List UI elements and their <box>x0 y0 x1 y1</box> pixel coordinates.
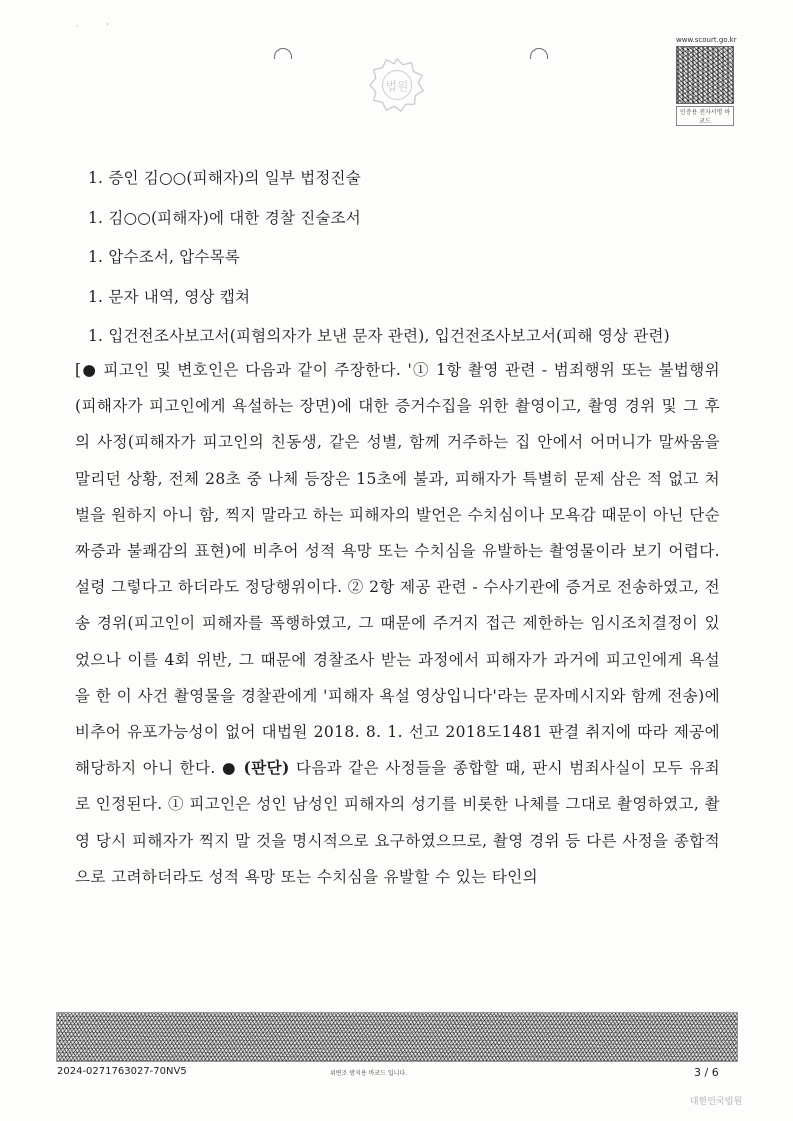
page-number: 3 / 6 <box>694 1066 719 1079</box>
document-id: 2024-0271763027-70NV5 <box>57 1066 187 1077</box>
qr-code <box>676 46 734 104</box>
qr-caption: 인증용 전자서명 바코드 <box>676 106 734 126</box>
verification-qr <box>676 36 737 126</box>
seal-text: 법원 <box>385 78 409 93</box>
punch-hole-right <box>530 48 548 59</box>
punch-hole-left <box>274 48 292 59</box>
scan-specks: · ' <box>76 22 109 31</box>
court-watermark: 대한민국법원 <box>690 1097 743 1107</box>
evidence-item: 1. 문자 내역, 영상 캡쳐 <box>88 288 251 306</box>
evidence-item: 1. 김○○(피해자)에 대한 경찰 진술조서 <box>88 209 361 227</box>
body-paragraph <box>75 352 720 895</box>
anti-forgery-barcode <box>56 1012 738 1062</box>
qr-url: www.scourt.go.kr <box>676 36 737 44</box>
court-seal-icon <box>368 56 426 114</box>
evidence-item: 1. 증인 김○○(피해자)의 일부 법정진술 <box>88 169 361 187</box>
evidence-item: 1. 입건전조사보고서(피혐의자가 보낸 문자 관련), 입건전조사보고서(피해 영상 관련) <box>88 327 670 345</box>
judgment-label: ● (판단) <box>221 758 290 778</box>
judgment-text: 다음과 같은 사정들을 종합할 때, 판시 범죄사실이 모두 유죄로 인정된다. ① 피고인은 성인 남성인 피해자의 성기를 비롯한 나체를 그대로 촬영하였고, 촬영 당시 피해자가 찍지 말 것을 명시적으로 요구하였으므로, 촬영 경위 등 다른 사정을 종합적으로 고려하더라도 성적 욕망 또는 수치심을 유발할 수 있는 타인의 <box>75 759 720 886</box>
argument-text: [● 피고인 및 변호인은 다음과 같이 주장한다. '① 1항 촬영 관련 - 범죄행위 또는 불법행위(피해자가 피고인에게 욕설하는 장면)에 대한 증거수집을 위한 촬영이고, 촬영 경위 및 그 후의 사정(피해자가 피고인의 친동생, 같은 성별, 함께 거주하는 집 안에서 어머니가 말싸움을 말리던 상황, 전체 28초 중 나체 등장은 15초에 불과, 피해자가 특별히 문제 삼은 적 없고 처벌을 원하지 아니 함, 찍지 말라고 하는 피해자의 발언은 수치심이나 모욕감 때문이 아닌 단순 짜증과 불쾌감의 표현)에 비추어 성적 욕망 또는 수치심을 유발하는 촬영물이라 보기 어렵다. 설령 그렇다고 하더라도 정당행위이다. ② 2항 제공 관련 - 수사기관에 증거로 전송하였고, 전송 경위(피고인이 피해자를 폭행하였고, 그 때문에 주거지 접근 제한하는 임시조치결정이 있었으나 이를 4회 위반, 그 때문에 경찰조사 받는 과정에서 피해자가 과거에 피고인에게 욕설을 한 이 사건 촬영물을 경찰관에게 '피해자 욕설 영상입니다'라는 문자메시지와 함께 전송)에 비추어 유포가능성이 없어 대법원 2018. 8. 1. 선고 2018도1481 판결 취지에 따라 제공에 해당하지 아니 한다. <box>75 361 720 778</box>
forgery-notice: 위변조 방지용 바코드 입니다. <box>330 1070 408 1077</box>
evidence-item: 1. 압수조서, 압수목록 <box>88 248 240 266</box>
